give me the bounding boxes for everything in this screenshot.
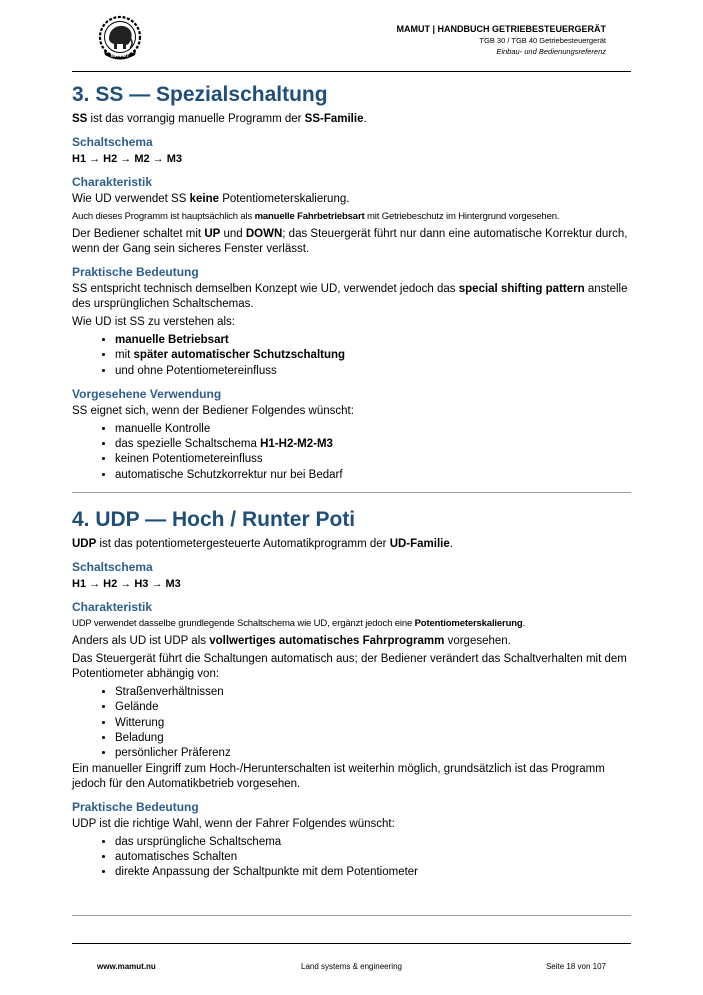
section-3-use-p1: SS eignet sich, wenn der Bediener Folgendes wünscht: <box>72 404 354 417</box>
section-3-prakt-p2: Wie UD ist SS zu verstehen als: <box>72 316 235 328</box>
section-4-intro: UDP ist das potentiometergesteuerte Automatikprogramm der UD-Familie. <box>72 538 453 551</box>
section-3-char-heading: Charakteristik <box>72 175 153 189</box>
section-4-prakt-p1: UDP ist die richtige Wahl, wenn der Fahrer Folgendes wünscht: <box>72 817 395 830</box>
section-3-intro: SS ist das vorrangig manuelle Programm der SS-Familie. <box>72 113 367 125</box>
list-item: • Gelände <box>115 700 631 715</box>
section-3-use-heading: Vorgesehene Verwendung <box>72 386 222 401</box>
main-content <box>72 82 631 883</box>
section-3-prakt-heading: Praktische Bedeutung <box>72 265 199 279</box>
list-item: • automatisches Schalten <box>115 850 631 865</box>
header-divider <box>72 71 631 72</box>
footer-tagline: Land systems & engineering <box>301 962 402 971</box>
section-divider <box>72 492 631 493</box>
section-3-schema-heading: Schaltschema <box>72 135 153 149</box>
section-3-char-p2: Auch dieses Programm ist hauptsächlich als manuelle Fahrbetriebsart mit Getriebeschutz im Hintergrund vorgesehen. <box>72 211 560 222</box>
list-item: • manuelle Kontrolle <box>115 422 631 437</box>
document-header <box>396 24 606 57</box>
list-item: • mit später automatischer Schutzschaltung <box>115 348 631 363</box>
section-4-prakt-list <box>72 835 631 881</box>
list-item: • persönlicher Präferenz <box>115 746 631 761</box>
section-3-use-list <box>72 422 631 483</box>
list-item: • automatische Schutzkorrektur nur bei Bedarf <box>115 468 631 483</box>
header-subtitle: TGB 30 / TGB 40 Getriebesteuergerät <box>479 36 606 45</box>
list-item: • direkte Anpassung der Schaltpunkte mit dem Potentiometer <box>115 865 631 880</box>
logo-text: MAMUT <box>110 53 130 59</box>
mamut-logo <box>95 15 145 63</box>
header-reference: Einbau- und Bedienungsreferenz <box>496 47 606 56</box>
section-4-schema: H1 → H2 → H3 → M3 <box>72 578 181 591</box>
section-4-title: 4. UDP — Hoch / Runter Poti <box>72 508 356 532</box>
footer-website-link[interactable]: www.mamut.nu <box>97 962 156 971</box>
section-4-char-list <box>72 685 631 761</box>
section-4-char-p1: UDP verwendet dasselbe grundlegende Schaltschema wie UD, ergänzt jedoch eine Potentiometerskalierung. <box>72 618 526 630</box>
section-4-char-p2: Anders als UD ist UDP als vollwertiges automatisches Fahrprogramm vorgesehen. <box>72 635 511 648</box>
section-3-char-p1: Wie UD verwendet SS keine Potentiometerskalierung. <box>72 193 350 205</box>
content-end-divider <box>72 915 631 916</box>
footer-page-number: Seite 18 von 107 <box>545 962 606 971</box>
list-item: • Beladung <box>115 731 631 746</box>
section-4-char-p3: Das Steuergerät führt die Schaltungen automatisch aus; der Bediener verändert das Schaltverhalten mit dem Potentiometer abhängig von: <box>72 653 627 681</box>
section-3-char-p3: Der Bediener schaltet mit UP und DOWN; das Steuergerät führt nur dann eine automatische Korrektur durch, wenn der Gang sein sicheres Fenster verlässt. <box>72 228 628 255</box>
section-4-schema-heading: Schaltschema <box>72 560 153 575</box>
section-3-prakt-p1: SS entspricht technisch demselben Konzept wie UD, verwendet jedoch das special shifting pattern anstelle des ursprünglichen Schaltschemas. <box>72 283 628 310</box>
section-4-char-heading: Charakteristik <box>72 600 153 615</box>
list-item: • und ohne Potentiometereinfluss <box>115 364 631 379</box>
section-3-title: 3. SS — Spezialschaltung <box>72 83 328 106</box>
footer-divider <box>72 943 631 944</box>
list-item: • das spezielle Schaltschema H1-H2-M2-M3 <box>115 437 631 452</box>
header-title: MAMUT | HANDBUCH GETRIEBESTEUERGERÄT <box>396 24 606 34</box>
section-4-char-p4: Ein manueller Eingriff zum Hoch-/Herunterschalten ist weiterhin möglich, grundsätzlich ist das Programm jedoch für den Automatikbetrieb vorgesehen. <box>72 762 605 790</box>
list-item: • das ursprüngliche Schaltschema <box>115 835 631 850</box>
section-4-prakt-heading: Praktische Bedeutung <box>72 799 199 814</box>
section-3-prakt-list <box>72 333 631 379</box>
list-item: • Straßenverhältnissen <box>115 685 631 700</box>
list-item: • manuelle Betriebsart <box>115 333 631 348</box>
section-3-schema: H1 → H2 → M2 → M3 <box>72 153 183 165</box>
list-item: • keinen Potentiometereinfluss <box>115 452 631 467</box>
list-item: • Witterung <box>115 716 631 731</box>
